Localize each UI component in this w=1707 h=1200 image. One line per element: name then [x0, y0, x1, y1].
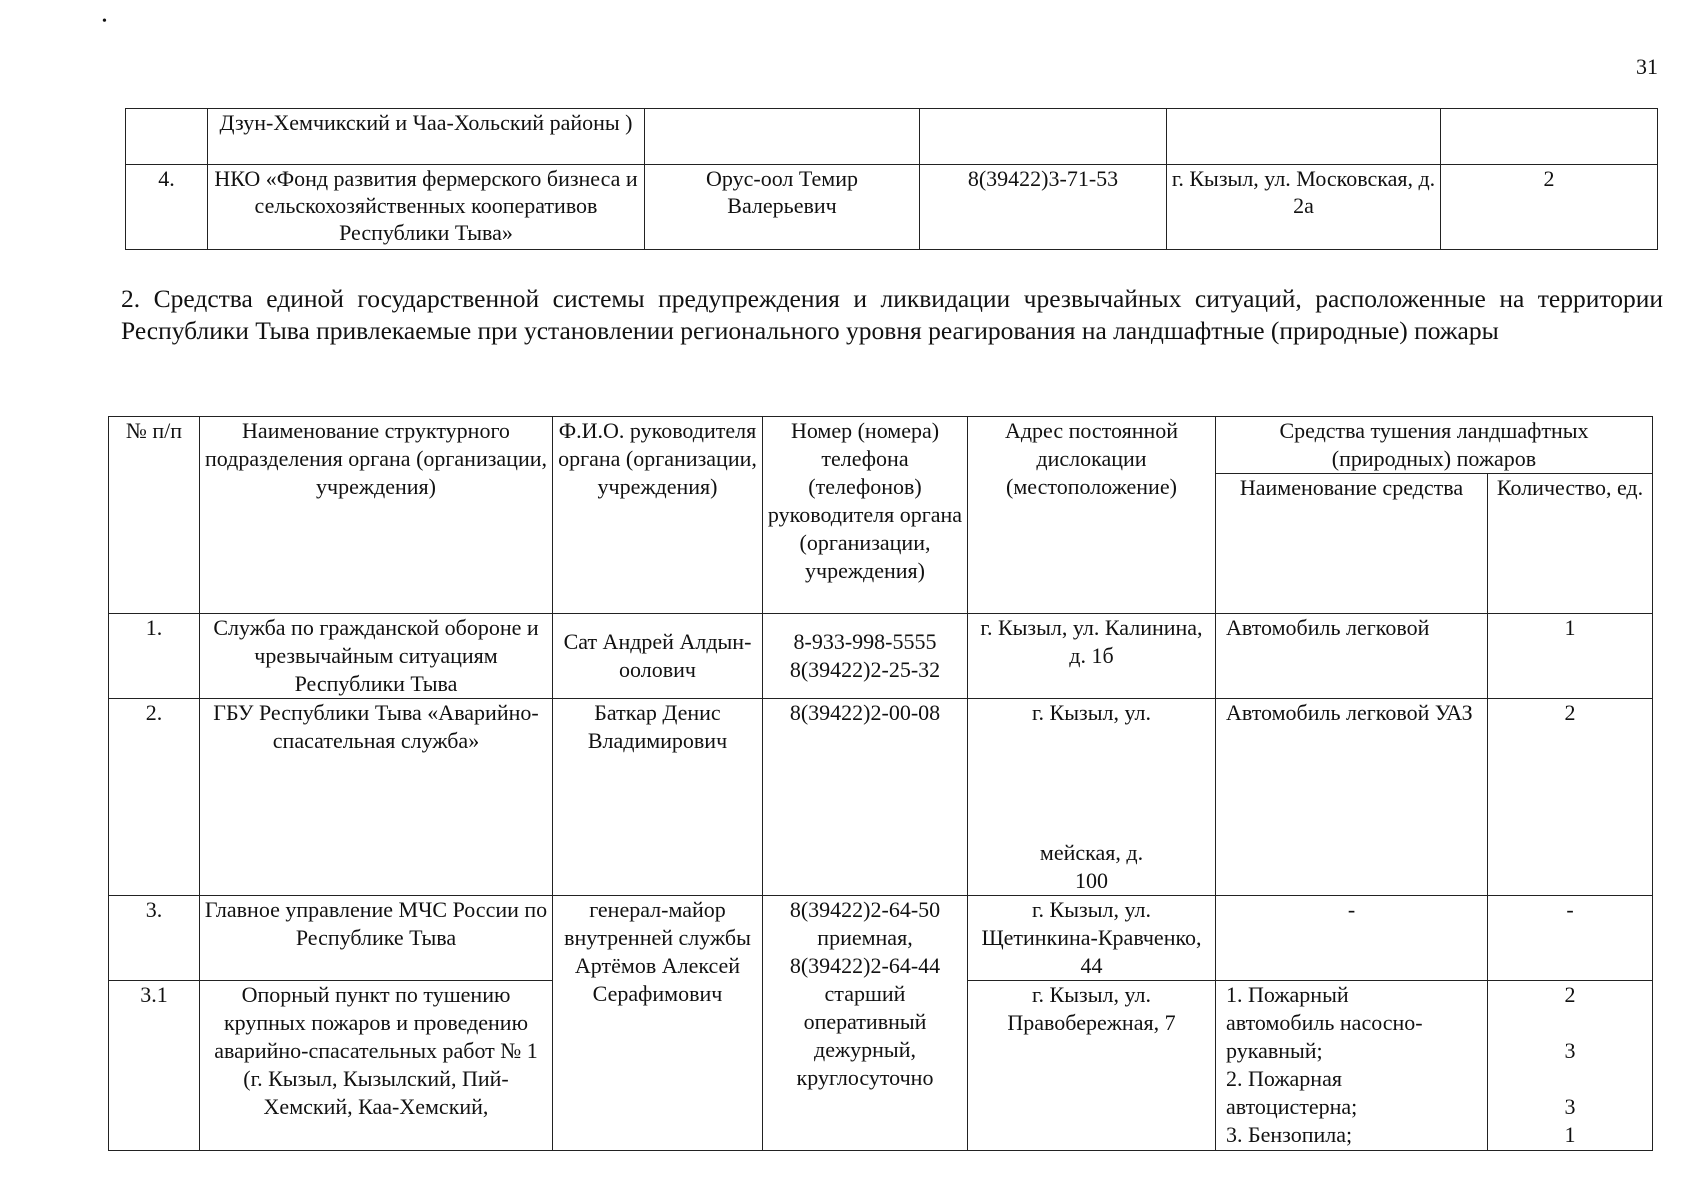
cell-phone — [920, 109, 1167, 165]
cell-qty: - — [1488, 896, 1653, 981]
qty-line: 1 — [1564, 1122, 1576, 1147]
cell-qty: 1 — [1488, 614, 1653, 699]
cell-qty-list — [1488, 981, 1653, 1151]
means-line: рукавный; — [1226, 1038, 1323, 1063]
qty-line — [1492, 1009, 1648, 1037]
cell-phone: 8-933-998-5555 8(39422)2-25-32 — [763, 614, 968, 699]
page-number: 31 — [1636, 54, 1658, 79]
header-means-name: Наименование средства — [1216, 474, 1488, 614]
main-table — [108, 416, 1653, 1151]
header-row — [109, 417, 1653, 474]
means-line: автомобиль насосно- — [1226, 1010, 1423, 1035]
cell-address: г. Кызыл, ул. Правобережная, 7 — [968, 981, 1216, 1151]
cell-num: 3. — [109, 896, 200, 981]
cell-phone: 8(39422)3-71-53 — [920, 165, 1167, 250]
cell-num: 4. — [126, 165, 208, 250]
section-heading: 2. Средства единой государственной системы предупреждения и ликвидации чрезвычайных ситуаций, расположенные на территории Республики Тыва привлекаемые при установлении регионального уровня реагирования на ландшафтные (природные) пожары — [121, 284, 1663, 345]
table-row — [109, 699, 1653, 896]
cell-address: г. Кызыл, ул. Щетинкина-Кравченко, 44 — [968, 896, 1216, 981]
means-line: 1. Пожарный — [1226, 982, 1349, 1007]
header-means-group: Средства тушения ландшафтных (природных) пожаров — [1216, 417, 1653, 474]
cell-num: 2. — [109, 699, 200, 896]
address-bottom: мейская, д. 100 — [1039, 840, 1144, 893]
cell-head — [645, 109, 920, 165]
cell-phone-merged: 8(39422)2-64-50 приемная, 8(39422)2-64-44 старший оперативный дежурный, круглосуточно — [763, 896, 968, 1151]
header-org: Наименование структурного подразделения органа (организации, учреждения) — [200, 417, 553, 614]
cell-head: Баткар Денис Владимирович — [553, 699, 763, 896]
cell-address — [968, 699, 1216, 896]
cell-means: Автомобиль легковой УАЗ — [1216, 699, 1488, 896]
cell-address — [1167, 109, 1441, 165]
cell-qty: 2 — [1488, 699, 1653, 896]
means-line: автоцистерна; — [1226, 1094, 1358, 1119]
cell-means: - — [1216, 896, 1488, 981]
cell-qty: 2 — [1441, 165, 1658, 250]
means-line: 3. Бензопила; — [1226, 1122, 1353, 1147]
cell-org: Служба по гражданской обороне и чрезвычайным ситуациям Республики Тыва — [200, 614, 553, 699]
header-num: № п/п — [109, 417, 200, 614]
cell-head: Сат Андрей Алдын-оолович — [553, 614, 763, 699]
qty-line: 3 — [1564, 1094, 1576, 1119]
cell-means-list — [1216, 981, 1488, 1151]
cell-org: ГБУ Республики Тыва «Аварийно-спасательная служба» — [200, 699, 553, 896]
cell-qty — [1441, 109, 1658, 165]
cell-org: Главное управление МЧС России по Республике Тыва — [200, 896, 553, 981]
table-row — [126, 165, 1658, 250]
means-line: 2. Пожарная — [1226, 1066, 1342, 1091]
cell-org: Опорный пункт по тушению крупных пожаров и проведению аварийно-спасательных работ № 1 (г. Кызыл, Кызылский, Пий-Хемский, Каа-Хемский, — [200, 981, 553, 1151]
header-head: Ф.И.О. руководителя органа (организации, учреждения) — [553, 417, 763, 614]
header-means-qty: Количество, ед. — [1488, 474, 1653, 614]
cell-means: Автомобиль легковой — [1216, 614, 1488, 699]
cell-address: г. Кызыл, ул. Калинина, д. 1б — [968, 614, 1216, 699]
corner-mark: • — [102, 14, 107, 29]
qty-line — [1492, 1065, 1648, 1093]
top-table — [125, 108, 1658, 250]
cell-head: Орус-оол Темир Валерьевич — [645, 165, 920, 250]
cell-num: 1. — [109, 614, 200, 699]
cell-org: Дзун-Хемчикский и Чаа-Хольский районы ) — [208, 109, 645, 165]
cell-num: 3.1 — [109, 981, 200, 1151]
qty-line: 2 — [1564, 982, 1576, 1007]
cell-address: г. Кызыл, ул. Московская, д. 2а — [1167, 165, 1441, 250]
cell-org: НКО «Фонд развития фермерского бизнеса и сельскохозяйственных кооперативов Республики Тыва» — [208, 165, 645, 250]
header-address: Адрес постоянной дислокации (местоположение) — [968, 417, 1216, 614]
table-row — [109, 896, 1653, 981]
address-top: г. Кызыл, ул. — [1032, 700, 1151, 725]
header-phone: Номер (номера) телефона (телефонов) руководителя органа (организации, учреждения) — [763, 417, 968, 614]
cell-num — [126, 109, 208, 165]
cell-head-merged: генерал-майор внутренней службы Артёмов Алексей Серафимович — [553, 896, 763, 1151]
qty-line: 3 — [1564, 1038, 1576, 1063]
table-row — [126, 109, 1658, 165]
table-row — [109, 614, 1653, 699]
cell-phone: 8(39422)2-00-08 — [763, 699, 968, 896]
